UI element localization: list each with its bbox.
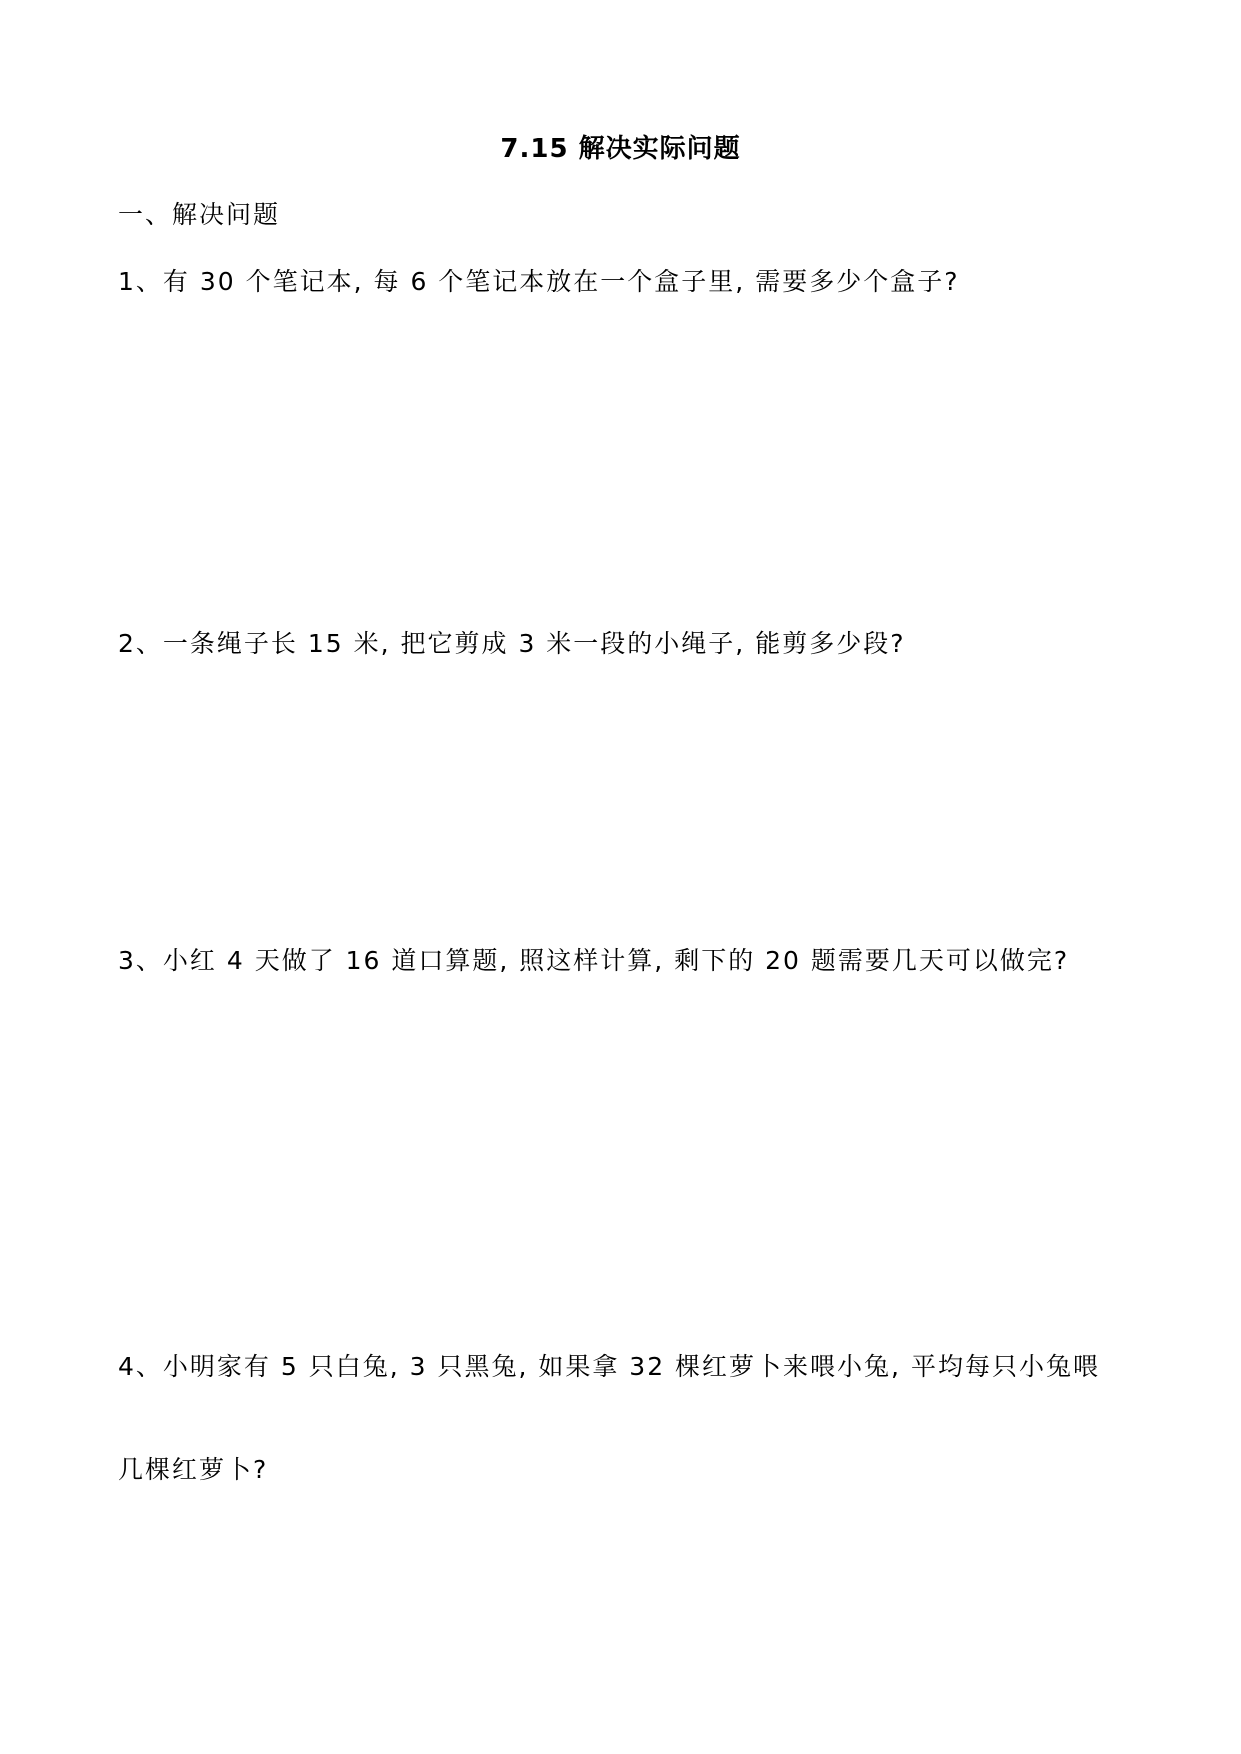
- question-1-text: 有 30 个笔记本, 每 6 个笔记本放在一个盒子里, 需要多少个盒子?: [162, 267, 960, 296]
- question-1: [118, 265, 959, 299]
- question-3: [118, 944, 1069, 978]
- question-4-text-line-2: 几棵红萝卜?: [118, 1455, 269, 1484]
- question-4-line-1: [118, 1350, 1100, 1384]
- section-heading: 一、解决问题: [118, 200, 281, 229]
- question-1-number: 1、: [118, 267, 163, 296]
- question-3-text: 小红 4 天做了 16 道口算题, 照这样计算, 剩下的 20 题需要几天可以做完?: [162, 946, 1070, 975]
- question-2: [118, 627, 905, 661]
- question-2-number: 2、: [118, 629, 163, 658]
- question-3-number: 3、: [118, 946, 163, 975]
- question-4-number: 4、: [118, 1352, 163, 1381]
- page-title: 7.15 解决实际问题: [500, 134, 741, 164]
- question-4-text-line-1: 小明家有 5 只白兔, 3 只黑兔, 如果拿 32 棵红萝卜来喂小兔, 平均每只小兔喂: [162, 1352, 1100, 1381]
- question-4-line-2: [118, 1453, 268, 1487]
- question-2-text: 一条绳子长 15 米, 把它剪成 3 米一段的小绳子, 能剪多少段?: [162, 629, 906, 658]
